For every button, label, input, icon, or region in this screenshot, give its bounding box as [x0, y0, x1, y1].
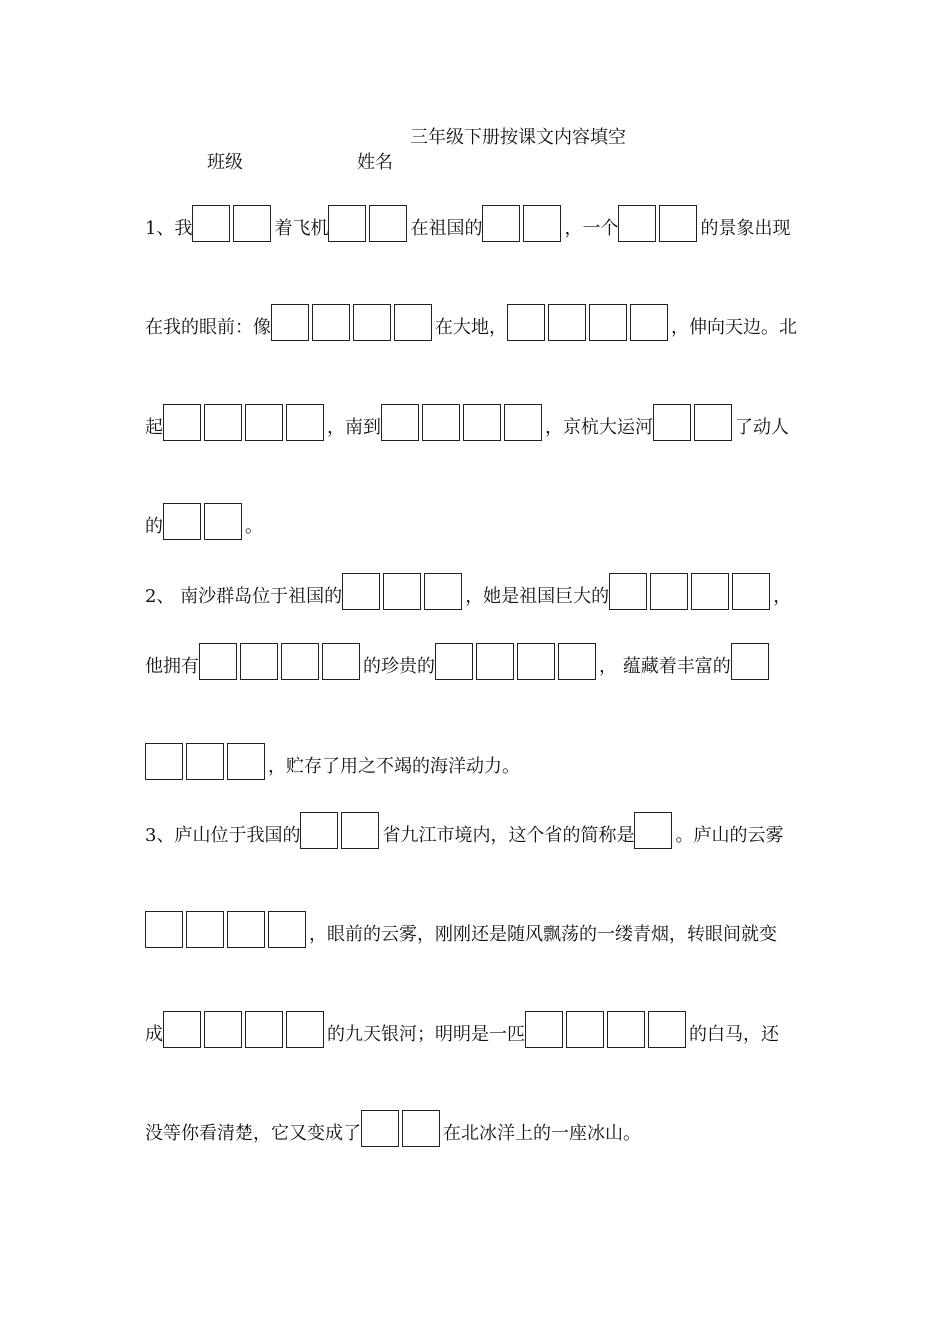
answer-box[interactable] — [341, 812, 379, 849]
q2-text: ，她是祖国巨大的 — [465, 586, 610, 607]
answer-box-group — [525, 1011, 689, 1048]
answer-box-group — [618, 205, 700, 242]
answer-box[interactable] — [634, 812, 672, 849]
q3-text: 没等你看清楚，它又变成了 — [145, 1123, 361, 1144]
answer-box-group — [163, 404, 327, 441]
q3-line-1 — [145, 809, 783, 849]
q2-line-3 — [145, 740, 520, 780]
answer-box[interactable] — [650, 573, 688, 610]
answer-box[interactable] — [435, 643, 473, 680]
answer-box[interactable] — [145, 743, 183, 780]
q3-line-3 — [145, 1008, 779, 1048]
answer-box[interactable] — [245, 404, 283, 441]
q1-text: ，一个 — [564, 218, 619, 239]
answer-box[interactable] — [233, 205, 271, 242]
q2-text: 的珍贵的 — [363, 656, 435, 677]
answer-box-group — [361, 1110, 443, 1147]
answer-box[interactable] — [732, 573, 770, 610]
q3-text: 。庐山的云雾 — [675, 825, 784, 846]
q1-line-4 — [145, 500, 263, 540]
answer-box[interactable] — [328, 205, 366, 242]
answer-box[interactable] — [186, 911, 224, 948]
page-title: 三年级下册按课文内容填空 — [410, 127, 626, 148]
answer-box[interactable] — [463, 404, 501, 441]
q1-line-3 — [145, 401, 789, 441]
q3-text: 成 — [145, 1024, 163, 1045]
q3-text: 的白马，还 — [689, 1024, 779, 1045]
q3-text: 3、庐山位于我国的 — [145, 825, 301, 846]
q1-text: ，京杭大运河 — [545, 417, 653, 438]
answer-box[interactable] — [369, 205, 407, 242]
answer-box[interactable] — [659, 205, 697, 242]
q1-line-2 — [145, 301, 797, 341]
answer-box-group — [145, 911, 309, 948]
answer-box[interactable] — [609, 573, 647, 610]
answer-box[interactable] — [286, 1011, 324, 1048]
q1-text: 的景象出现 — [700, 218, 791, 239]
answer-box[interactable] — [381, 404, 419, 441]
answer-box[interactable] — [648, 1011, 686, 1048]
answer-box[interactable] — [163, 1011, 201, 1048]
answer-box[interactable] — [361, 1110, 399, 1147]
q1-text: 在祖国的 — [410, 218, 483, 239]
answer-box[interactable] — [240, 643, 278, 680]
answer-box[interactable] — [163, 503, 201, 540]
answer-box[interactable] — [286, 404, 324, 441]
answer-box[interactable] — [424, 573, 462, 610]
q3-text: 省九江市境内，这个省的简称是 — [382, 825, 635, 846]
answer-box[interactable] — [525, 1011, 563, 1048]
answer-box-group — [328, 205, 410, 242]
answer-box[interactable] — [653, 404, 691, 441]
answer-box-group — [342, 573, 465, 610]
q1-text: 起 — [145, 417, 163, 438]
answer-box-group — [271, 304, 435, 341]
answer-box[interactable] — [227, 911, 265, 948]
answer-box[interactable] — [268, 911, 306, 948]
answer-box-group — [634, 812, 675, 849]
answer-box[interactable] — [145, 911, 183, 948]
q1-text: 的 — [145, 516, 163, 537]
answer-box[interactable] — [482, 205, 520, 242]
answer-box[interactable] — [422, 404, 460, 441]
q2-text: ， 蕴藏着丰富的 — [599, 656, 731, 677]
q2-line-1 — [145, 570, 791, 610]
answer-box-group — [731, 643, 772, 680]
q2-text: ， — [773, 586, 792, 607]
q1-text: 了动人 — [735, 417, 789, 438]
answer-box[interactable] — [322, 643, 360, 680]
q1-text: 。 — [245, 516, 263, 537]
answer-box[interactable] — [523, 205, 561, 242]
answer-box[interactable] — [694, 404, 732, 441]
q1-text: ，伸向天边。北 — [671, 317, 797, 338]
q1-text: 着飞机 — [274, 218, 329, 239]
q3-text: ，眼前的云雾，刚刚还是随风飘荡的一缕青烟，转眼间就变 — [309, 924, 777, 945]
answer-box-group — [653, 404, 735, 441]
q2-text: 他拥有 — [145, 656, 199, 677]
answer-box-group — [482, 205, 564, 242]
answer-box[interactable] — [589, 304, 627, 341]
answer-box[interactable] — [607, 1011, 645, 1048]
answer-box[interactable] — [300, 812, 338, 849]
answer-box[interactable] — [204, 1011, 242, 1048]
answer-box[interactable] — [342, 573, 380, 610]
answer-box-group — [163, 503, 245, 540]
answer-box[interactable] — [402, 1110, 440, 1147]
answer-box[interactable] — [548, 304, 586, 341]
answer-box-group — [199, 643, 363, 680]
answer-box[interactable] — [281, 643, 319, 680]
answer-box-group — [300, 812, 382, 849]
answer-box[interactable] — [227, 743, 265, 780]
q2-text: 2、 南沙群岛位于祖国的 — [145, 586, 343, 607]
q1-text: 在大地， — [435, 317, 507, 338]
answer-box[interactable] — [163, 404, 201, 441]
answer-box-group — [192, 205, 274, 242]
answer-box[interactable] — [245, 1011, 283, 1048]
answer-box-group — [609, 573, 773, 610]
answer-box[interactable] — [691, 573, 729, 610]
answer-box[interactable] — [312, 304, 350, 341]
answer-box[interactable] — [394, 304, 432, 341]
q1-line-1 — [145, 202, 790, 242]
answer-box-group — [145, 743, 268, 780]
answer-box[interactable] — [204, 404, 242, 441]
q2-text: ，贮存了用之不竭的海洋动力。 — [268, 756, 520, 777]
q3-text: 在北冰洋上的一座冰山。 — [443, 1123, 641, 1144]
answer-box[interactable] — [199, 643, 237, 680]
answer-box-group — [163, 1011, 327, 1048]
answer-box[interactable] — [517, 643, 555, 680]
answer-box[interactable] — [186, 743, 224, 780]
q1-text: 在我的眼前：像 — [145, 317, 271, 338]
answer-box[interactable] — [192, 205, 230, 242]
answer-box-group — [381, 404, 545, 441]
name-label: 姓名 — [357, 152, 393, 173]
answer-box[interactable] — [353, 304, 391, 341]
answer-box[interactable] — [383, 573, 421, 610]
answer-box[interactable] — [566, 1011, 604, 1048]
answer-box-group — [507, 304, 671, 341]
answer-box[interactable] — [271, 304, 309, 341]
answer-box[interactable] — [731, 643, 769, 680]
q1-text: ，南到 — [327, 417, 381, 438]
answer-box[interactable] — [630, 304, 668, 341]
q3-line-2 — [145, 908, 777, 948]
answer-box[interactable] — [476, 643, 514, 680]
class-label: 班级 — [207, 152, 243, 173]
answer-box[interactable] — [558, 643, 596, 680]
answer-box[interactable] — [504, 404, 542, 441]
answer-box-group — [435, 643, 599, 680]
q1-text: 1、我 — [145, 218, 193, 239]
answer-box[interactable] — [507, 304, 545, 341]
q3-line-4 — [145, 1107, 641, 1147]
q3-text: 的九天银河；明明是一匹 — [327, 1024, 525, 1045]
answer-box[interactable] — [204, 503, 242, 540]
answer-box[interactable] — [618, 205, 656, 242]
q2-line-2 — [145, 640, 772, 680]
